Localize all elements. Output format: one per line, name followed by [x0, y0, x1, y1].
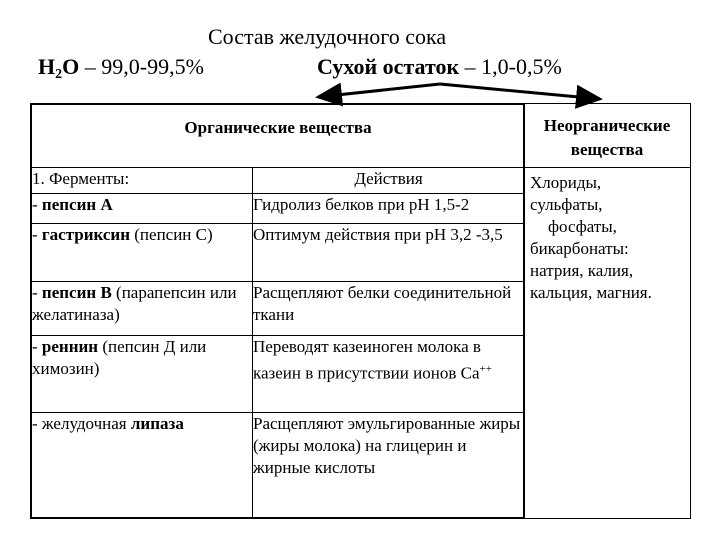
arrow-right: [440, 84, 600, 99]
water-formula-o: O: [62, 54, 80, 79]
enzyme-prefix: - желудочная: [32, 414, 131, 433]
enzyme-prefix: -: [32, 283, 42, 302]
list-item: натрия, калия,: [530, 260, 634, 280]
enzyme-name: гастриксин: [41, 225, 131, 244]
table-row: [32, 413, 525, 518]
water-formula-h: H: [38, 54, 56, 79]
action-text: Переводят казеиноген молока в казеин в присутствии ионов Ca: [253, 337, 481, 383]
table-row: [32, 194, 525, 224]
action-cell: [253, 336, 525, 413]
list-item: кальция, магния.: [530, 282, 652, 302]
organic-table: [31, 104, 525, 518]
arrow-left: [318, 84, 440, 97]
enzyme-cell: [32, 224, 253, 282]
list-item: Хлориды,: [530, 172, 602, 192]
table-row: [32, 224, 525, 282]
enzyme-name: пепсин А: [41, 195, 113, 214]
action-superscript: ++: [479, 363, 492, 375]
enzymes-header: 1. Ферменты:: [32, 168, 253, 194]
enzyme-cell: [32, 194, 253, 224]
water-formula-sub: 2: [55, 67, 63, 82]
dry-residue-value: – 1,0-0,5%: [459, 54, 562, 79]
action-cell: Оптимум действия при рН 3,2 -3,5: [253, 224, 525, 282]
table-row: [32, 336, 525, 413]
inorganic-list: [524, 167, 690, 518]
list-item: сульфаты,: [530, 194, 603, 214]
enzyme-prefix: -: [32, 195, 42, 214]
enzyme-suffix: (пепсин Д или химозин): [32, 337, 207, 378]
enzyme-cell: [32, 336, 253, 413]
enzyme-prefix: -: [32, 225, 42, 244]
enzyme-suffix: (парапепсин или желатиназа): [32, 283, 237, 324]
table-row: [32, 282, 525, 336]
water-value: – 99,0-99,5%: [79, 54, 204, 79]
enzyme-prefix: -: [32, 337, 42, 356]
action-cell: Расщепляют эмульгированные жиры (жиры молока) на глицерин и жирные кислоты: [253, 413, 525, 518]
organic-header: Органические вещества: [32, 105, 525, 168]
inorganic-table: [524, 104, 690, 518]
inorganic-header-line1: Неорганические: [543, 116, 671, 135]
action-cell: Расщепляют белки соединительной ткани: [253, 282, 525, 336]
inorganic-section: [524, 104, 691, 519]
enzyme-name: реннин: [41, 337, 99, 356]
enzyme-name: липаза: [130, 414, 184, 433]
enzyme-suffix: (пепсин С): [130, 225, 213, 244]
enzyme-cell: [32, 413, 253, 518]
composition-table: [30, 103, 691, 519]
dry-residue-label: Сухой остаток: [317, 54, 460, 79]
action-cell: Гидролиз белков при рН 1,5-2: [253, 194, 525, 224]
enzyme-name: пепсин В: [41, 283, 112, 302]
inorganic-header: [524, 104, 690, 167]
inorganic-header-line2: вещества: [570, 140, 644, 159]
enzyme-cell: [32, 282, 253, 336]
organic-section: [31, 104, 524, 519]
actions-header: Действия: [253, 168, 525, 194]
list-item: фосфаты,: [548, 216, 617, 236]
document-title: Состав желудочного сока: [208, 24, 447, 49]
list-item: бикарбонаты:: [530, 238, 629, 258]
